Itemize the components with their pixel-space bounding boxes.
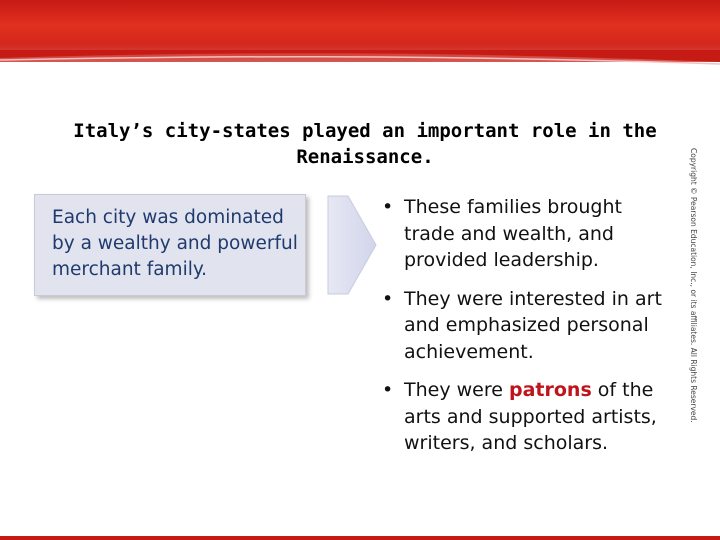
header-wave-decoration bbox=[0, 50, 720, 90]
bullet-item bbox=[380, 377, 670, 457]
bullet-dot-icon: • bbox=[382, 196, 394, 218]
bullet-item bbox=[380, 286, 670, 366]
bullet-text: They were interested in art and emphasized personal achievement. bbox=[404, 287, 662, 363]
copyright-notice: Copyright © Pearson Education, Inc., or its affiliates. All Rights Reserved. bbox=[689, 148, 698, 423]
bullet-dot-icon: • bbox=[382, 379, 394, 401]
highlight-term: patrons bbox=[508, 379, 592, 401]
bullet-item bbox=[380, 194, 670, 274]
slide-title: Italy’s city-states played an important role in the Renaissance. bbox=[73, 120, 657, 168]
footer-band bbox=[0, 536, 720, 540]
bullet-text-after: of the arts and supported artists, writers, and scholars. bbox=[404, 379, 657, 454]
text-box-content: Each city was dominated by a wealthy and powerful merchant family. bbox=[52, 207, 298, 280]
bullet-list bbox=[380, 194, 670, 469]
bullet-text: These families brought trade and wealth, and provided leadership. bbox=[404, 196, 622, 271]
bullet-dot-icon: • bbox=[382, 287, 394, 310]
bullet-text-before: They were bbox=[404, 379, 509, 401]
chevron-arrow-icon bbox=[326, 194, 378, 296]
